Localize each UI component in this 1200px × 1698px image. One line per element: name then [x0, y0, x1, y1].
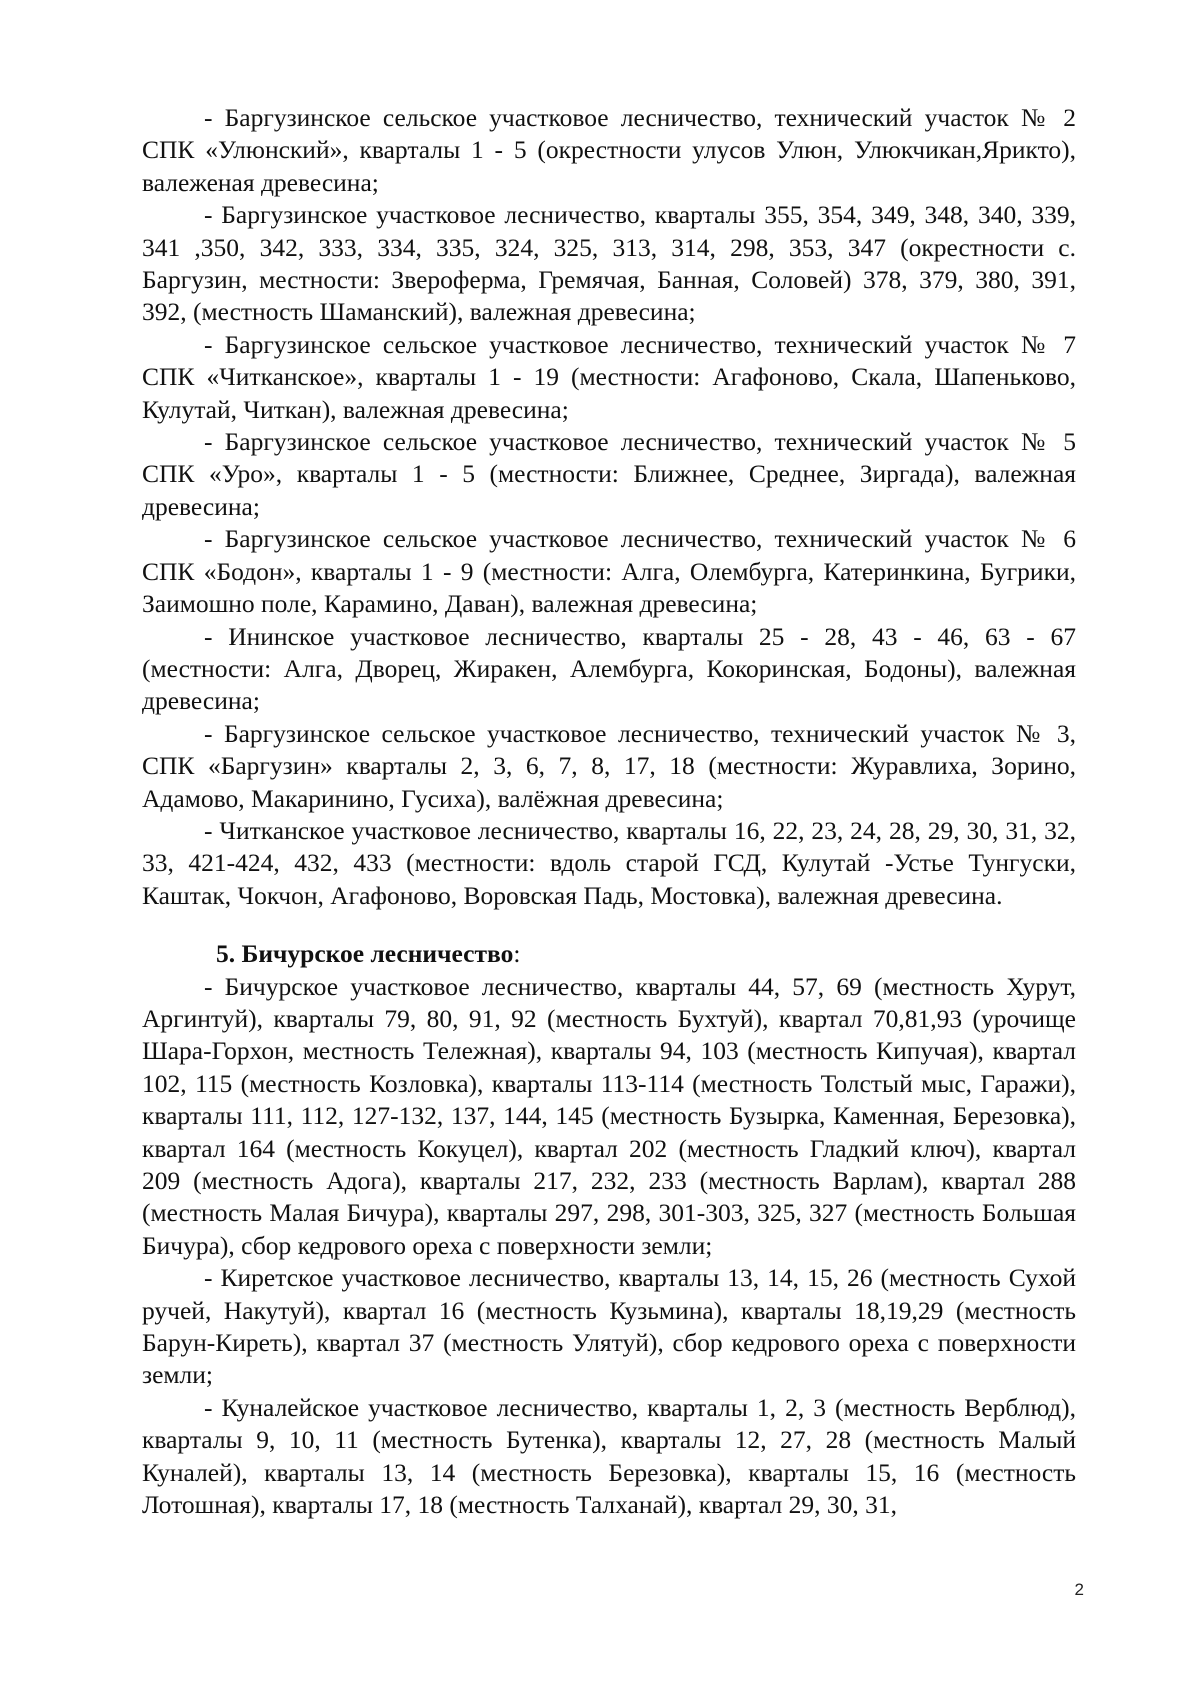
section-heading-text: 5. Бичурское лесничество [216, 939, 514, 969]
paragraph-kiretskoe-district: - Киретское участковое лесничество, кварталы 13, 14, 15, 26 (местность Сухой ручей, Накутуй), квартал 16 (местность Кузьмина), кварталы 18,19,29 (местность Барун-Киреть), квартал 37 (местность Улятуй), сбор кедрового ореха с поверхности земли; [142, 1263, 1076, 1390]
paragraph-barguzin-rural-uro: - Баргузинское сельское участковое лесничество, технический участок № 5 СПК «Уро», кварталы 1 - 5 (местности: Ближнее, Среднее, Зиргада), валежная древесина; [142, 427, 1076, 521]
paragraph-chitkanskoe-district: - Читканское участковое лесничество, кварталы 16, 22, 23, 24, 28, 29, 30, 31, 32, 33, 421-424, 432, 433 (местности: вдоль старой ГСД, Кулутай -Устье Тунгуски, Каштак, Чокчон, Агафоново, Воровская Падь, Мостовка), валежная древесина. [142, 815, 1076, 910]
paragraph-barguzin-district: - Баргузинское участковое лесничество, кварталы 355, 354, 349, 348, 340, 339, 341 ,350, 342, 333, 334, 335, 324, 325, 313, 314, 298, 353, 347 (окрестности с. Баргузин, местности: Звероферма, Гремячая, Банная, Соловей) 378, 379, 380, 391, 392, (местность Шаманский), валежная древесина; [142, 200, 1076, 327]
paragraph-kunaleyskoe-district: - Куналейское участковое лесничество, кварталы 1, 2, 3 (местность Верблюд), кварталы 9, 10, 11 (местность Бутенка), кварталы 12, 27, 28 (местность Малый Куналей), кварталы 13, 14 (местность Березовка), кварталы 15, 16 (местность Лотошная), кварталы 17, 18 (местность Талханай), квартал 29, 30, 31, [142, 1392, 1076, 1520]
paragraph-barguzin-rural-ulyunsky: - Баргузинское сельское участковое лесничество, технический участок № 2 СПК «Улюнский», кварталы 1 - 5 (окрестности улусов Улюн, Улюкчикан,Ярикто), валеженая древесина; [142, 103, 1076, 197]
section-heading [142, 938, 1076, 970]
paragraph-barguzin-rural-barguzin: - Баргузинское сельское участковое лесничество, технический участок № 3, СПК «Баргузин» кварталы 2, 3, 6, 7, 8, 17, 18 (местности: Журавлиха, Зорино, Адамово, Макаринино, Гусиха), валёжная древесина; [142, 718, 1076, 813]
section-heading-colon: : [513, 939, 521, 969]
document-body [142, 102, 1076, 1521]
paragraph-ininskoe-district: - Ининское участковое лесничество, кварталы 25 - 28, 43 - 46, 63 - 67 (местности: Алга, Дворец, Жиракен, Алембурга, Кокоринская, Бодоны), валежная древесина; [142, 621, 1076, 716]
page-number: 2 [1074, 1580, 1084, 1599]
paragraph-barguzin-rural-chitkanskoe: - Баргузинское сельское участковое лесничество, технический участок № 7 СПК «Читканское», кварталы 1 - 19 (местности: Агафоново, Скала, Шапеньково, Кулутай, Читкан), валежная древесина; [142, 329, 1076, 424]
paragraph-bichurskoe-district: - Бичурское участковое лесничество, кварталы 44, 57, 69 (местность Хурут, Аргинтуй), кварталы 79, 80, 91, 92 (местность Бухтуй), квартал 70,81,93 (урочище Шара-Горхон, местность Тележная), кварталы 94, 103 (местность Кипучая), квартал 102, 115 (местность Козловка), кварталы 113-114 (местность Толстый мыс, Гаражи), кварталы 111, 112, 127-132, 137, 144, 145 (местность Бузырка, Каменная, Березовка), квартал 164 (местность Кокуцел), квартал 202 (местность Гладкий ключ), квартал 209 (местность Адога), кварталы 217, 232, 233 (местность Варлам), квартал 288 (местность Малая Бичура), кварталы 297, 298, 301-303, 325, 327 (местность Большая Бичура), сбор кедрового ореха с поверхности земли; [142, 971, 1076, 1260]
paragraph-barguzin-rural-bodon: - Баргузинское сельское участковое лесничество, технический участок № 6 СПК «Бодон», кварталы 1 - 9 (местности: Алга, Олембурга, Катеринкина, Бугрики, Заимошно поле, Карамино, Даван), валежная древесина; [142, 524, 1076, 619]
